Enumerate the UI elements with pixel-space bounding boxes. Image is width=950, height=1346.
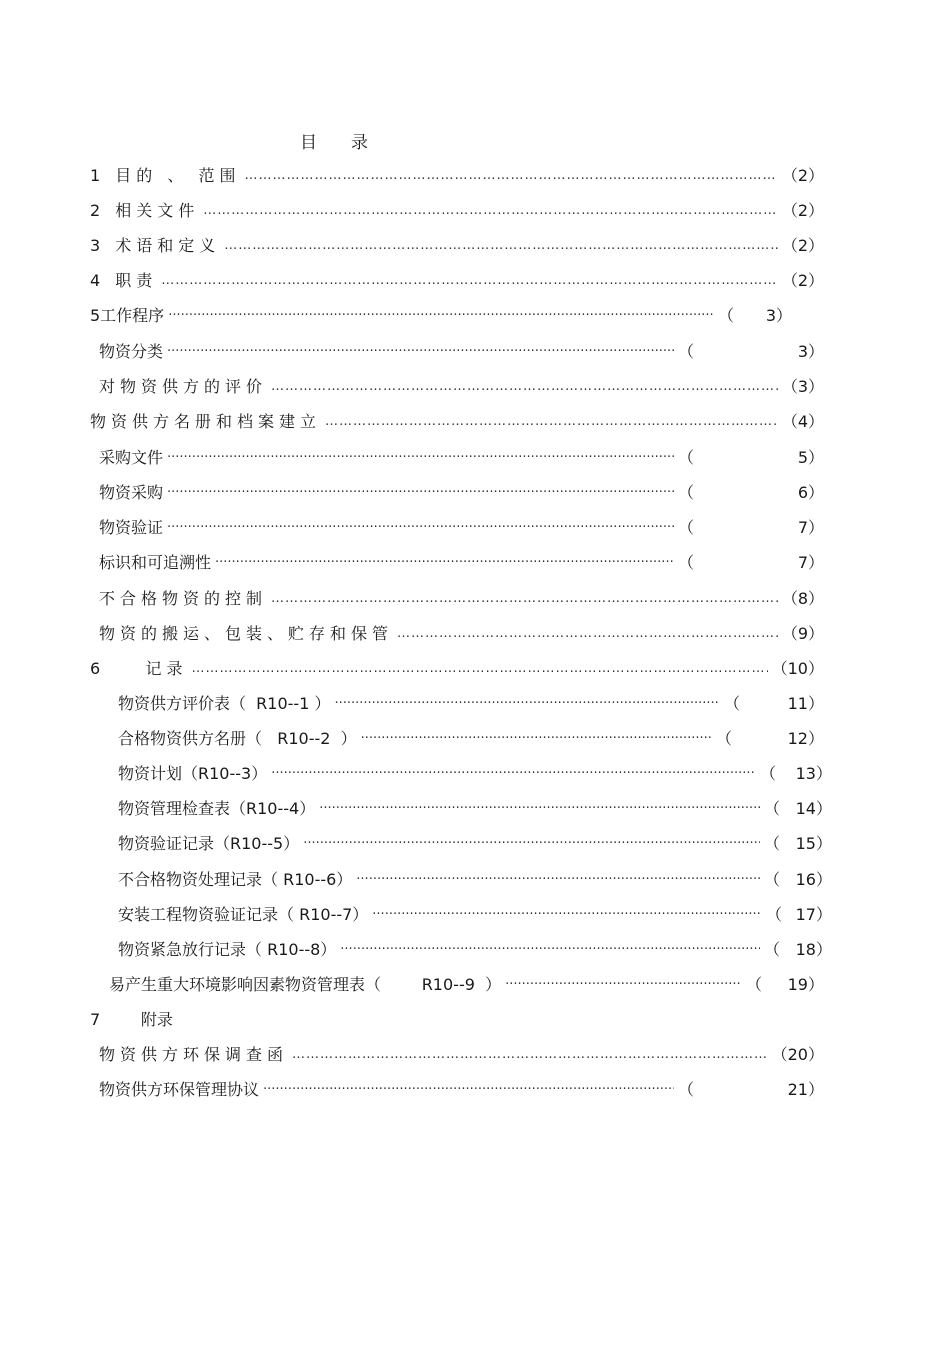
toc-page-number: 21） (787, 1080, 824, 1099)
toc-entry-label: 3 术语和定义 (90, 236, 221, 255)
toc-entry-label: 不合格物资处理记录（ R10--6） (118, 870, 353, 889)
toc-entry-label: 物资计划（R10--3） (118, 764, 268, 783)
toc-entry-label: 物资供方环保调查函 (99, 1045, 289, 1064)
toc-entry[interactable] (90, 410, 824, 434)
toc-open-paren: （ (759, 764, 776, 783)
toc-open-paren: （ (677, 483, 694, 502)
toc-page-number: （2） (781, 166, 824, 185)
toc-page-number: 3） (797, 342, 824, 361)
toc-open-paren: （ (677, 1080, 694, 1099)
toc-leader (303, 832, 760, 856)
toc-entry-label: 易产生重大环境影响因素物资管理表（ R10--9 ） (109, 975, 502, 994)
toc-entry-label: 采购文件 (99, 448, 164, 467)
toc-page-number: 12） (787, 729, 824, 748)
toc-entry-label: 物资的搬运、包装、贮存和保管 (99, 624, 394, 643)
toc-leader (325, 410, 778, 434)
toc-leader (319, 797, 760, 821)
toc-leader (203, 199, 778, 223)
toc-entry[interactable] (99, 375, 824, 399)
toc-entry[interactable] (99, 587, 824, 611)
toc-entry-label: 物资验证记录（R10--5） (118, 834, 300, 853)
toc-entry[interactable] (90, 164, 824, 188)
toc-leader (167, 340, 674, 364)
toc-page-number: 7） (797, 518, 824, 537)
toc-entry-label: 2 相关文件 (90, 201, 200, 220)
toc-entry[interactable] (90, 1008, 390, 1032)
toc-entry[interactable] (118, 903, 832, 927)
toc-leader (167, 446, 674, 470)
toc-entry[interactable] (99, 481, 824, 505)
toc-page-number: 6） (797, 483, 824, 502)
toc-page-number: （2） (781, 201, 824, 220)
toc-open-paren: （ (715, 729, 732, 748)
toc-entry-label: 标识和可追溯性 (99, 553, 212, 572)
toc-leader (167, 481, 674, 505)
toc-leader (361, 727, 712, 751)
toc-page-number: 18） (795, 940, 832, 959)
toc-entry[interactable] (90, 304, 792, 328)
toc-entry[interactable] (99, 551, 824, 575)
toc-entry-label: 物资验证 (99, 518, 164, 537)
toc-page-number: 15） (795, 834, 832, 853)
toc-entry[interactable] (118, 692, 824, 716)
toc-entry-label: 6 记录 (90, 659, 188, 678)
toc-entry[interactable] (109, 973, 824, 997)
toc-page-number: 11） (787, 694, 824, 713)
toc-page-number: 19） (787, 975, 824, 994)
toc-entry[interactable] (99, 340, 824, 364)
toc-entry[interactable] (99, 1043, 824, 1067)
toc-entry[interactable] (118, 938, 832, 962)
toc-entry[interactable] (99, 446, 824, 470)
toc-leader (505, 973, 742, 997)
toc-open-paren: （ (763, 799, 780, 818)
toc-page-number: 7） (797, 553, 824, 572)
toc-page-number: （2） (781, 271, 824, 290)
toc-leader (271, 587, 778, 611)
toc-entry-label: 物资分类 (99, 342, 164, 361)
toc-entry-label: 不合格物资的控制 (99, 589, 268, 608)
toc-leader (271, 375, 778, 399)
toc-page-number: （8） (781, 589, 824, 608)
toc-leader (263, 1078, 674, 1102)
toc-page-number: （20） (771, 1045, 824, 1064)
toc-entry-label: 物资管理检查表（R10--4） (118, 799, 316, 818)
toc-leader (161, 269, 778, 293)
toc-entry-label: 对物资供方的评价 (99, 377, 268, 396)
toc-page-number: 14） (795, 799, 832, 818)
toc-open-paren: （ (763, 870, 780, 889)
toc-open-paren: （ (677, 553, 694, 572)
toc-entry[interactable] (118, 868, 832, 892)
toc-title: 目 录 (300, 133, 368, 153)
toc-entry[interactable] (99, 1078, 824, 1102)
toc-leader (167, 516, 674, 540)
toc-entry[interactable] (118, 832, 832, 856)
toc-leader (372, 903, 762, 927)
toc-open-paren: （ (745, 975, 762, 994)
toc-page-number: 3） (765, 306, 792, 325)
toc-open-paren: （ (763, 940, 780, 959)
toc-entry-label: 物资采购 (99, 483, 164, 502)
toc-entry[interactable] (90, 269, 824, 293)
toc-open-paren: （ (677, 342, 694, 361)
toc-open-paren: （ (765, 905, 782, 924)
toc-leader (334, 692, 720, 716)
toc-entry-label: 1 目的 、 范围 (90, 166, 241, 185)
toc-open-paren: （ (677, 448, 694, 467)
toc-open-paren: （ (677, 518, 694, 537)
toc-entry-label: 7 附录 (90, 1010, 173, 1029)
toc-entry-label: 安装工程物资验证记录（ R10--7） (118, 905, 369, 924)
toc-entry-label: 5工作程序 (90, 306, 165, 325)
toc-entry-label: 合格物资供方名册（ R10--2 ） (118, 729, 357, 748)
toc-leader (397, 622, 778, 646)
toc-entry[interactable] (118, 797, 832, 821)
toc-page-number: （4） (781, 412, 824, 431)
toc-leader (168, 304, 714, 328)
toc-page-number: 5） (797, 448, 824, 467)
toc-leader (271, 762, 756, 786)
toc-entry-label: 物资紧急放行记录（ R10--8） (118, 940, 337, 959)
toc-page-number: 16） (795, 870, 832, 889)
toc-entry[interactable] (99, 516, 824, 540)
toc-entry[interactable] (90, 199, 824, 223)
toc-entry-label: 物资供方环保管理协议 (99, 1080, 260, 1099)
toc-open-paren: （ (763, 834, 780, 853)
toc-leader (224, 234, 778, 258)
toc-page-number: 13） (795, 764, 832, 783)
toc-open-paren: （ (723, 694, 740, 713)
toc-entry[interactable] (99, 622, 824, 646)
toc-leader (192, 657, 768, 681)
toc-leader (215, 551, 674, 575)
toc-entry[interactable] (90, 234, 824, 258)
toc-entry-label: 物资供方名册和档案建立 (90, 412, 322, 431)
toc-open-paren: （ (717, 306, 734, 325)
toc-leader (356, 868, 760, 892)
toc-entry-label: 物资供方评价表（ R10--1 ） (118, 694, 331, 713)
toc-page-number: （2） (781, 236, 824, 255)
toc-leader (244, 164, 777, 188)
toc-entry-label: 4 职责 (90, 271, 158, 290)
toc-leader (292, 1043, 768, 1067)
toc-leader (340, 938, 760, 962)
toc-page-number: （10） (771, 659, 824, 678)
toc-entry[interactable] (90, 657, 824, 681)
toc-entry[interactable] (118, 762, 832, 786)
toc-entry[interactable] (118, 727, 824, 751)
toc-page-number: 17） (795, 905, 832, 924)
toc-page-number: （9） (781, 624, 824, 643)
toc-page-number: （3） (781, 377, 824, 396)
